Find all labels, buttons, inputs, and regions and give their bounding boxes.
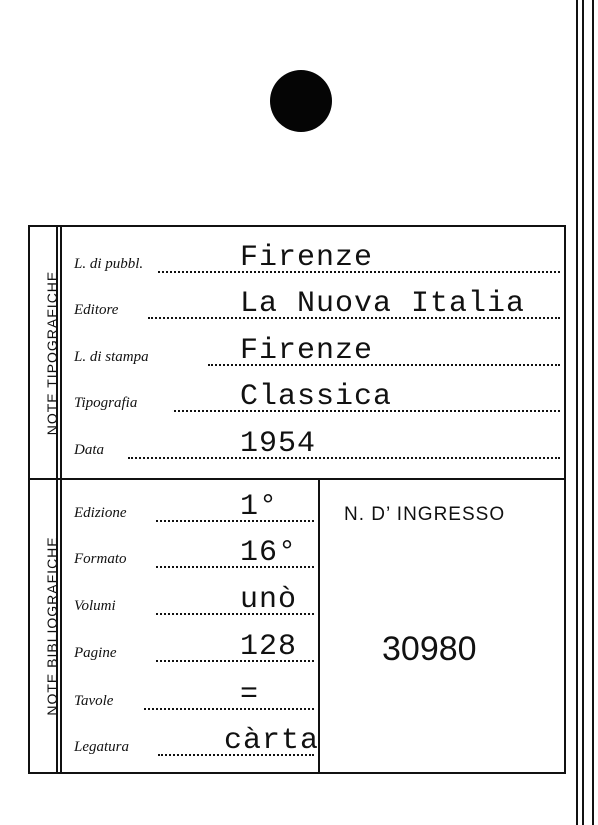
field-row-luogo-stampa xyxy=(74,334,560,370)
field-value: Classica xyxy=(240,380,393,414)
field-row-volumi xyxy=(74,583,314,619)
ingresso-number: 30980 xyxy=(382,630,477,668)
field-value: Firenze xyxy=(240,241,374,275)
field-label: Formato xyxy=(74,551,127,567)
field-row-legatura xyxy=(74,724,320,760)
card-right-edge-line-far xyxy=(592,0,594,825)
ingresso-title: N. D’ INGRESSO xyxy=(344,504,506,525)
field-value: 1° xyxy=(240,490,279,524)
field-row-pagine xyxy=(74,630,314,666)
dotted-line xyxy=(144,708,314,710)
field-label: Edizione xyxy=(74,505,127,521)
dotted-line xyxy=(156,520,314,522)
dotted-line xyxy=(128,457,560,459)
field-value: Firenze xyxy=(240,334,374,368)
field-label: L. di pubbl. xyxy=(74,256,144,272)
field-row-tipografia xyxy=(74,380,560,416)
note-tipografiche-label: NOTE TIPOGRAFICHE xyxy=(44,270,60,435)
note-bibliografiche-side xyxy=(36,480,58,772)
field-label: L. di stampa xyxy=(74,349,149,365)
note-bibliografiche-label: NOTE BIBLIOGRAFICHE xyxy=(44,536,60,716)
note-tipografiche-section xyxy=(28,225,566,480)
card-right-edge-line xyxy=(576,0,578,825)
field-label: Tipografia xyxy=(74,395,138,411)
field-value: 128 xyxy=(240,630,298,664)
field-value: La Nuova Italia xyxy=(240,287,526,321)
field-label: Legatura xyxy=(74,739,130,755)
field-label: Tavole xyxy=(74,693,114,709)
field-row-formato xyxy=(74,536,314,572)
side-rule xyxy=(60,480,62,772)
field-row-data xyxy=(74,427,560,463)
field-value: 1954 xyxy=(240,427,317,461)
note-tipografiche-side xyxy=(36,227,58,478)
side-rule xyxy=(60,227,62,478)
field-row-tavole xyxy=(74,678,314,714)
punched-hole xyxy=(270,70,332,132)
field-value: = xyxy=(240,678,260,712)
field-label: Pagine xyxy=(74,645,117,661)
card-right-edge-line-outer xyxy=(582,0,584,825)
field-label: Volumi xyxy=(74,598,116,614)
field-row-luogo-pubblicazione xyxy=(74,241,560,277)
field-value: unò xyxy=(240,583,298,617)
field-row-editore xyxy=(74,287,560,323)
field-row-edizione xyxy=(74,490,314,526)
field-label: Editore xyxy=(74,302,119,318)
field-value: càrta xyxy=(224,724,320,758)
field-value: 16° xyxy=(240,536,298,570)
note-bibliografiche-section xyxy=(28,478,566,774)
field-label: Data xyxy=(74,442,104,458)
